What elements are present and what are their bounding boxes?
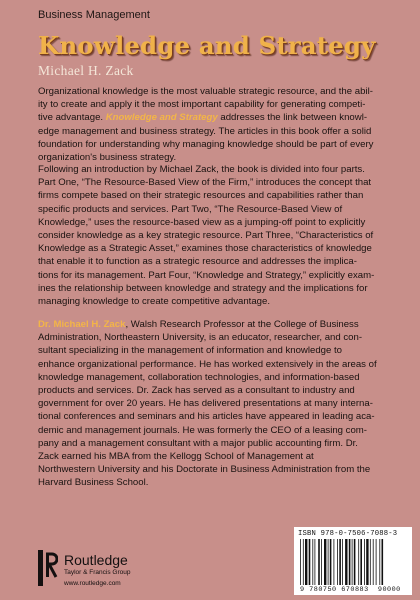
barcode-stripe: [305, 539, 307, 585]
text-line: government for over 20 years. He has delivered presentations at many interna-: [38, 398, 373, 410]
isbn-text: [298, 530, 397, 538]
barcode-stripe: [376, 539, 377, 585]
text-line: [38, 318, 412, 331]
author-name: Michael H. Zack: [38, 63, 134, 78]
text-line: demic and management journals. He was formerly the CEO of a leasing com-: [38, 424, 367, 436]
text-line: ity to create and apply it the most important capability for generating competi-: [38, 99, 366, 111]
isbn-number: ISBN 978-0-7506-7088-3: [298, 530, 398, 538]
text-segment: , Walsh Research Professor at the College of Business: [125, 319, 359, 330]
text-line: enhance organizational performance. He has worked extensively in the areas of: [38, 358, 377, 370]
author-bio-paragraph: [38, 318, 412, 490]
text-line: Zack earned his MBA from the Kellogg School of Management at: [38, 451, 314, 463]
text-line: pany and a management consultant with a major public accounting firm. Dr.: [38, 437, 358, 449]
text-line: Administration, Northeastern University, is an educator, researcher, and con-: [38, 332, 363, 344]
price-code: 90000: [377, 586, 401, 594]
barcode-stripe: [366, 539, 368, 585]
text-line: organization's business strategy.: [38, 152, 177, 164]
text-line: sultant specializing in the management of information and knowledge to: [38, 345, 342, 357]
text-line: tional conferences and seminars and his articles have appeared in leading aca-: [38, 411, 375, 423]
barcode-stripe: [360, 539, 362, 585]
barcode-stripe: [354, 539, 356, 585]
text-line: tions for its management. Part Four, “Knowledge and Strategy,” explicitly exam-: [38, 269, 375, 281]
description-paragraph: [38, 85, 412, 164]
text-line: Following an introduction by Michael Zack, the book is divided into four parts.: [38, 164, 365, 175]
barcode-stripe: [364, 539, 365, 585]
barcode-stripe: [328, 539, 329, 585]
barcode-stripe: [337, 539, 338, 585]
category-label: Business Management: [38, 9, 150, 21]
text-segment: tive advantage.: [38, 112, 104, 124]
barcode-stripe: [345, 539, 347, 585]
barcode-stripe: [373, 539, 374, 585]
publisher-group: Taylor & Francis Group: [64, 569, 131, 576]
text-line: managing knowledge to create competitive advantage.: [38, 296, 270, 308]
book-title: Knowledge and Strategy: [38, 31, 376, 60]
title-highlight: Knowledge and Strategy: [105, 112, 218, 124]
barcode-stripe: [379, 539, 380, 585]
barcode-bars: [300, 539, 408, 585]
text-line: that enable it to function as a strategic resource and addresses the implica-: [38, 256, 357, 268]
text-line: Organizational knowledge is the most valuable strategic resource, and the abil-: [38, 86, 373, 97]
text-line: consider knowledge as a key strategic resource. Part Three, “Characteristics of: [38, 230, 374, 242]
text-line: edge management and business strategy. The articles in this book offer a solid: [38, 125, 372, 137]
barcode-stripe: [300, 539, 301, 585]
barcode-stripe: [321, 539, 322, 585]
text-line: Northwestern University and his Doctorate in Business Administration from the: [38, 464, 371, 476]
barcode-stripe: [315, 539, 316, 585]
barcode-stripe: [382, 539, 384, 585]
barcode-stripe: [309, 539, 311, 585]
barcode-stripe: [342, 539, 343, 585]
author-highlight: Dr. Michael H. Zack: [38, 319, 126, 330]
text-line: Harvard Business School.: [38, 477, 149, 489]
ean-number: 9 780750 670883: [300, 586, 369, 594]
text-line: firms compete based on their strategic resources and capabilities rather than: [38, 190, 364, 202]
barcode-stripe: [330, 539, 332, 585]
text-line: Knowledge as a Strategic Asset,” examines those characteristics of knowledge: [38, 243, 372, 255]
barcode-stripe: [339, 539, 341, 585]
barcode-stripe: [324, 539, 326, 585]
barcode-stripe: [318, 539, 320, 585]
ean-number-row: [300, 586, 401, 594]
barcode-stripe: [370, 539, 371, 585]
text-line: foundation for understanding why managing knowledge should be part of every: [38, 138, 374, 150]
publisher-url: www.routledge.com: [64, 580, 121, 587]
barcode-stripe: [358, 539, 359, 585]
text-line: ines the relationship between knowledge and strategy and the implications for: [38, 282, 368, 294]
barcode-panel: [294, 527, 412, 595]
barcode-stripe: [303, 539, 304, 585]
text-line: [38, 111, 412, 124]
barcode-stripe: [352, 539, 353, 585]
publisher-block: [38, 550, 198, 592]
publisher-name: Routledge: [64, 552, 128, 568]
text-line: specific products and services. Part Two, “The Resource-Based View of: [38, 203, 343, 215]
contents-paragraph: [38, 163, 412, 308]
text-segment: addresses the link between knowl-: [217, 112, 368, 124]
text-line: Knowledge,” uses the resource-based view as a jumping-off point to explicitly: [38, 216, 366, 228]
barcode-stripe: [334, 539, 335, 585]
text-line: Part One, “The Resource-Based View of the Firm,” introduces the concept that: [38, 177, 372, 189]
routledge-logo-icon: [38, 550, 58, 586]
barcode-stripe: [312, 539, 313, 585]
text-line: knowledge management, collaboration technologies, and information-based: [38, 371, 360, 383]
barcode-stripe: [349, 539, 351, 585]
text-line: products and services. Dr. Zack has served as a consultant to industry and: [38, 385, 355, 397]
